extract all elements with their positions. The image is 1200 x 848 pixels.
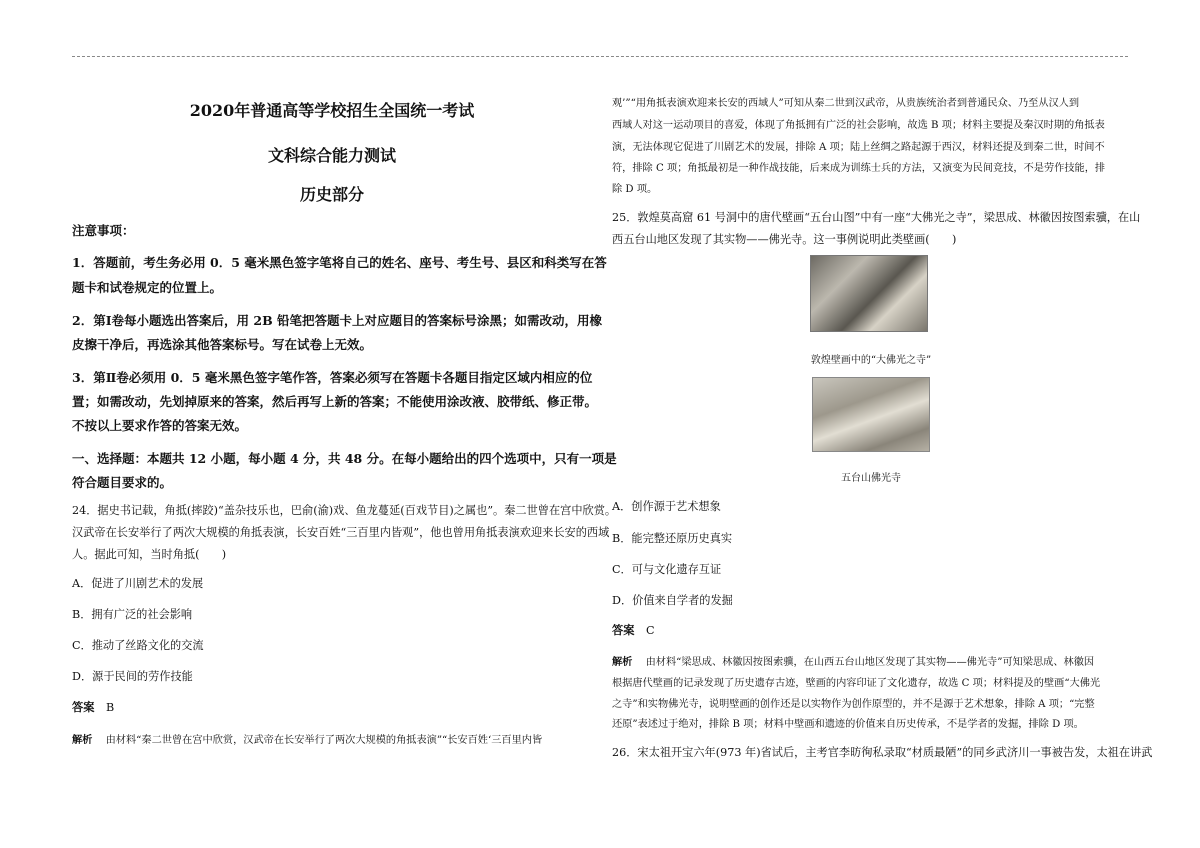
q25-analysis-cont: 之寺”和实物佛光寺，说明壁画的创作还是以实物作为创作原型的，并不是源于艺术想象，排除 A 项；“完整 [612,699,1095,710]
note-line: 3．第Ⅱ卷必须用 0．5 毫米黑色签字笔作答，答案必须写在答题卡各题目指定区域内相应的位 [72,370,593,385]
note-line: 题卡和试卷规定的位置上。 [72,280,223,295]
q25-option-a: A．创作源于艺术想象 [612,500,721,513]
q24-analysis [72,731,592,746]
q25-stem: 西五台山地区发现了其实物——佛光寺。这一事例说明此类壁画( ) [612,233,957,246]
q25-stem: 25．敦煌莫高窟 61 号洞中的唐代壁画“五台山图”中有一座“大佛光之寺”，梁思成、林徽因按图索骥，在山 [612,211,1141,224]
note-line: 2．第Ⅰ卷每小题选出答案后，用 2B 铅笔把答题卡上对应题目的答案标号涂黑；如需改动，用橡 [72,313,603,328]
section1-heading: 一、选择题：本题共 12 小题，每小题 4 分，共 48 分。在每小题给出的四个选项中，只有一项是 [72,451,617,466]
note-line: 皮擦干净后，再选涂其他答案标号。写在试卷上无效。 [72,337,373,352]
foguang-temple-image [812,377,930,452]
q25-answer [612,622,1130,638]
note-line: 1．答题前，考生务必用 0．5 毫米黑色签字笔将自己的姓名、座号、考生号、县区和科类写在答 [72,255,607,270]
answer-value: B [105,701,115,714]
q24-analysis-cont: 西域人对这一运动项目的喜爱，体现了角抵拥有广泛的社会影响，故选 B 项；材料主要提及秦汉时期的角抵表 [612,120,1105,131]
dunhuang-mural-image [810,255,928,332]
q24-option-a: A．促进了川剧艺术的发展 [72,577,204,590]
q24-stem: 24．据史书记载，角抵(摔跤)“盖杂技乐也，巴俞(渝)戏、鱼龙蔓延(百戏节目)之属也”。秦二世曾在宫中欣赏。 [72,504,617,517]
exam-title: 2020年普通高等学校招生全国统一考试 [189,101,475,120]
q24-analysis-cont: 演，无法体现它促进了川剧艺术的发展，排除 A 项；陆上丝绸之路起源于西汉，材料还提及到秦二世，时间不 [612,142,1105,153]
exam-subtitle: 文科综合能力测试 [267,146,396,165]
q25-option-d: D．价值来自学者的发掘 [612,594,733,607]
q25-analysis-cont: 根据唐代壁画的记录发现了历史遗存古迹，壁画的内容印证了文化遗存，故选 C 项；材料提及的壁画“大佛光 [612,678,1101,689]
analysis-text: 由材料“秦二世曾在宫中欣赏，汉武帝在长安举行了两次大规模的角抵表演”“长安百姓‘三百里内皆 [105,735,543,746]
header-divider [72,56,1128,57]
q26-stem: 26．宋太祖开宝六年(973 年)省试后，主考官李昉徇私录取“材质最陋”的同乡武济川一事被告发，太祖在讲武 [612,746,1153,759]
analysis-label: 解析 [612,656,633,668]
q24-option-b: B．拥有广泛的社会影响 [72,608,193,621]
q24-analysis-cont: 除 D 项。 [612,184,658,195]
q24-answer [72,699,592,715]
section1-heading: 符合题目要求的。 [72,475,173,490]
q24-analysis-cont: 观’”“用角抵表演欢迎来长安的西域人”可知从秦二世到汉武帝，从贵族统治者到普通民众、乃至从汉人到 [612,98,1080,109]
answer-label: 答案 [612,623,635,637]
section-title: 历史部分 [299,185,364,204]
image-caption: 五台山佛光寺 [841,473,901,484]
note-line: 不按以上要求作答的答案无效。 [72,418,248,433]
analysis-label: 解析 [72,734,93,746]
q25-analysis-cont: 还原”表述过于绝对，排除 B 项；材料中壁画和遗迹的价值来自历史传承，不是学者的发掘，排除 D 项。 [612,719,1084,730]
notes-heading: 注意事项： [72,223,135,238]
image-caption: 敦煌壁画中的“大佛光之寺” [810,355,932,366]
answer-label: 答案 [72,700,95,714]
q24-stem: 汉武帝在长安举行了两次大规模的角抵表演，长安百姓“三百里内皆观”，他也曾用角抵表演欢迎来长安的西域 [72,526,610,539]
q25-option-c: C．可与文化遗存互证 [612,563,722,576]
q24-option-d: D．源于民间的劳作技能 [72,670,193,683]
q24-analysis-cont: 符，排除 C 项；角抵最初是一种作战技能，后来成为训练士兵的方法，又演变为民间竞技，不是劳作技能，排 [612,163,1106,174]
q25-option-b: B．能完整还原历史真实 [612,532,733,545]
analysis-text: 由材料“梁思成、林徽因按图索骥，在山西五台山地区发现了其实物——佛光寺”可知梁思成、林徽因 [645,657,1095,668]
note-line: 置；如需改动，先划掉原来的答案，然后再写上新的答案；不能使用涂改液、胶带纸、修正带。 [72,394,598,409]
q25-analysis [612,653,1130,668]
q24-stem: 人。据此可知，当时角抵( ) [72,548,227,561]
q24-option-c: C．推动了丝路文化的交流 [72,639,204,652]
answer-value: C [645,624,655,637]
